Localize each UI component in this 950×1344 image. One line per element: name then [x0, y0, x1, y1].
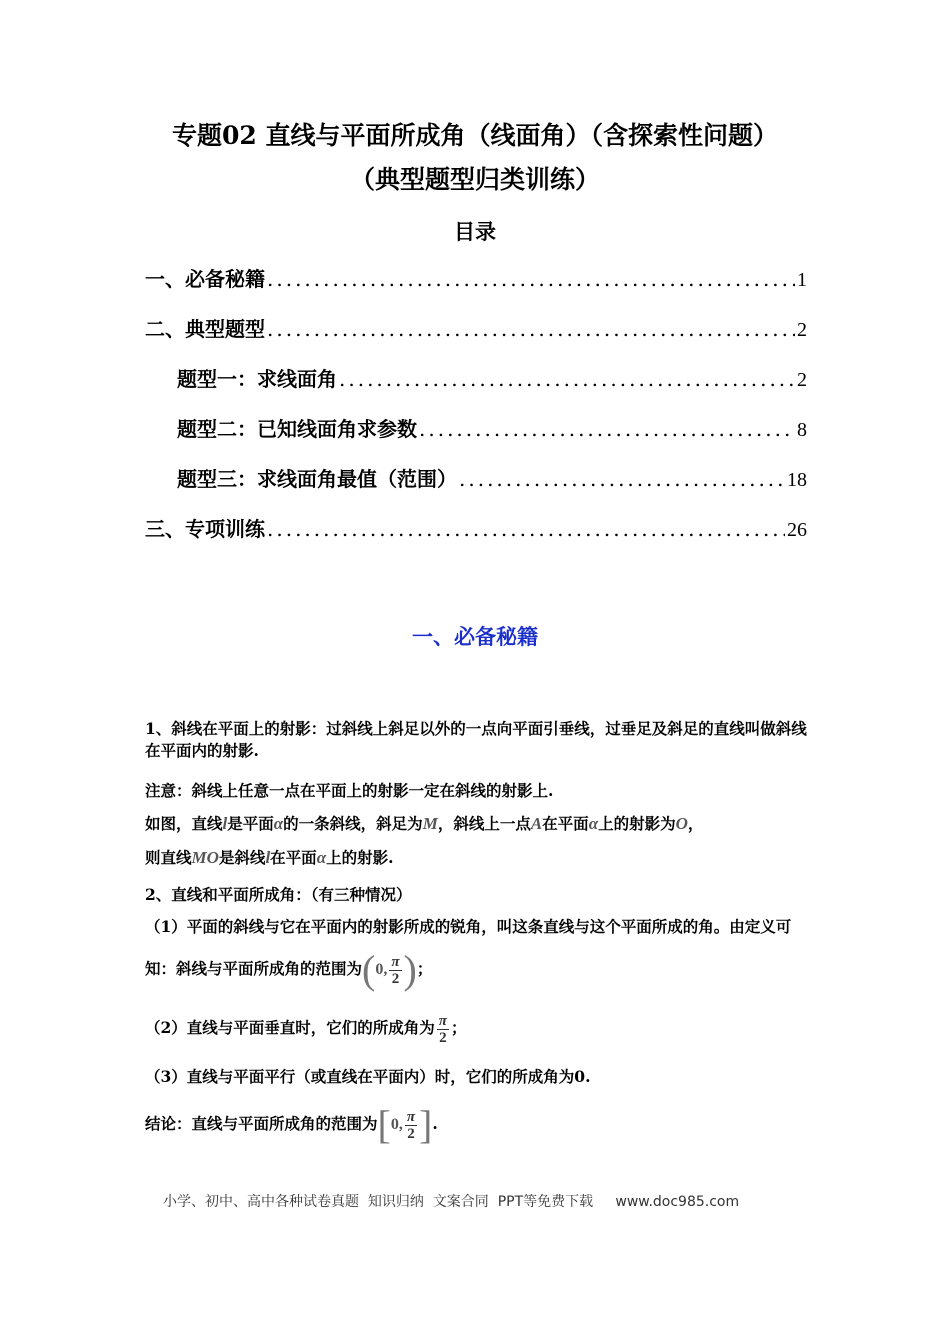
toc-entry-label: 题型二：已知线面角求参数	[177, 417, 417, 441]
text-run: （1）平面的斜线与它在平面内的射影所成的锐角，叫这条直线与这个平面所成的角。由定义可知：斜线与平面所成角的范围为	[145, 917, 792, 978]
text-run: 是平面	[227, 814, 274, 833]
toc-entry-type1[interactable]	[177, 363, 807, 393]
math-l: l	[222, 814, 228, 833]
paragraph-conclusion	[145, 1102, 810, 1147]
fraction: $\frac{\pi}{2}$	[406, 1108, 416, 1142]
toc-entry-secrets[interactable]	[145, 263, 807, 293]
toc-page-number: 1	[797, 269, 807, 291]
open-interval-formula: ( 0, $\frac{\pi}{2}$ )	[362, 947, 417, 992]
paragraph-case-1	[145, 906, 810, 991]
toc-page-number: 2	[797, 319, 807, 341]
toc-leader-dots	[267, 317, 795, 341]
math-alpha: α	[588, 814, 599, 833]
paragraph-projection-definition: 1、斜线在平面上的射影：过斜线上斜足以外的一点向平面引垂线，过垂足及斜足的直线叫做斜线在平面内的射影.	[145, 719, 807, 760]
fraction: $\frac{\pi}{2}$	[391, 953, 400, 987]
toc-entry-label: 二、典型题型	[145, 317, 265, 341]
math-l: l	[265, 848, 271, 867]
page-footer: 小学、初中、高中各种试卷真题 知识归纳 文案合同 PPT等免费下载 www.doc985.com	[163, 1194, 740, 1210]
section-heading: 一、必备秘籍	[412, 624, 538, 649]
toc-entry-typical[interactable]	[145, 313, 807, 343]
math-alpha: α	[316, 848, 327, 867]
math-M: M	[422, 814, 438, 833]
text-run: 结论：直线与平面所成角的范围为	[145, 1114, 378, 1133]
math-MO: MO	[191, 848, 219, 867]
text-run: 如图，直线	[145, 814, 223, 833]
text-run: ；	[451, 1018, 467, 1037]
paragraph-note	[145, 780, 810, 802]
paragraph-case-3: （3）直线与平面平行（或直线在平面内）时，它们的所成角为0.	[145, 1067, 591, 1086]
paragraph-angle-heading: 2、直线和平面所成角：（有三种情况）	[145, 885, 412, 904]
text-run: 是斜线	[218, 848, 266, 867]
toc-entry-training[interactable]	[145, 513, 807, 543]
paragraph-case-2	[145, 1008, 810, 1048]
text-run: 上的射影为	[598, 814, 676, 833]
toc-page-number: 18	[787, 469, 807, 491]
toc-page-number: 2	[797, 369, 807, 391]
text-run: ，斜线上一点	[437, 814, 531, 833]
toc-entry-type2[interactable]	[177, 413, 807, 443]
text-run: ；	[416, 959, 433, 978]
toc-leader-dots	[459, 467, 785, 491]
text-run: 则直线	[145, 848, 192, 867]
text-run: 在平面	[270, 848, 317, 867]
toc-heading: 目录	[454, 219, 496, 244]
toc-page-number: 8	[797, 419, 807, 441]
toc-entry-label: 一、必备秘籍	[145, 267, 265, 291]
math-A: A	[530, 814, 543, 833]
paragraph-figure-desc-1	[145, 813, 810, 835]
text-run: 在平面	[542, 814, 589, 833]
text-run: .	[432, 1114, 438, 1133]
note-text: 注意：斜线上任意一点在平面上的射影一定在斜线的射影上.	[145, 781, 554, 800]
document-subtitle: （典型题型归类训练）	[349, 165, 600, 194]
toc-leader-dots	[339, 367, 795, 391]
toc-leader-dots	[419, 417, 795, 441]
closed-interval-formula: [ 0, $\frac{\pi}{2}$ ]	[377, 1102, 433, 1147]
toc-entry-type3[interactable]	[177, 463, 807, 493]
paragraph-figure-desc-2	[145, 847, 810, 869]
text-run: 的一条斜线，斜足为	[283, 814, 423, 833]
document-title: 专题02 直线与平面所成角（线面角）（含探索性问题）	[172, 121, 778, 150]
toc-page-number: 26	[787, 519, 807, 541]
math-O: O	[675, 814, 688, 833]
text-run: ，	[687, 814, 704, 833]
toc-entry-label: 三、专项训练	[145, 517, 265, 541]
toc-leader-dots	[267, 517, 785, 541]
math-alpha: α	[273, 814, 284, 833]
toc-entry-label: 题型一：求线面角	[177, 367, 337, 391]
toc-entry-label: 题型三：求线面角最值（范围）	[177, 467, 457, 491]
text-run: 上的射影.	[326, 848, 394, 867]
fraction: $\frac{\pi}{2}$	[438, 1012, 447, 1046]
text-run: （2）直线与平面垂直时，它们的所成角为	[145, 1018, 435, 1037]
toc-leader-dots	[267, 267, 795, 291]
